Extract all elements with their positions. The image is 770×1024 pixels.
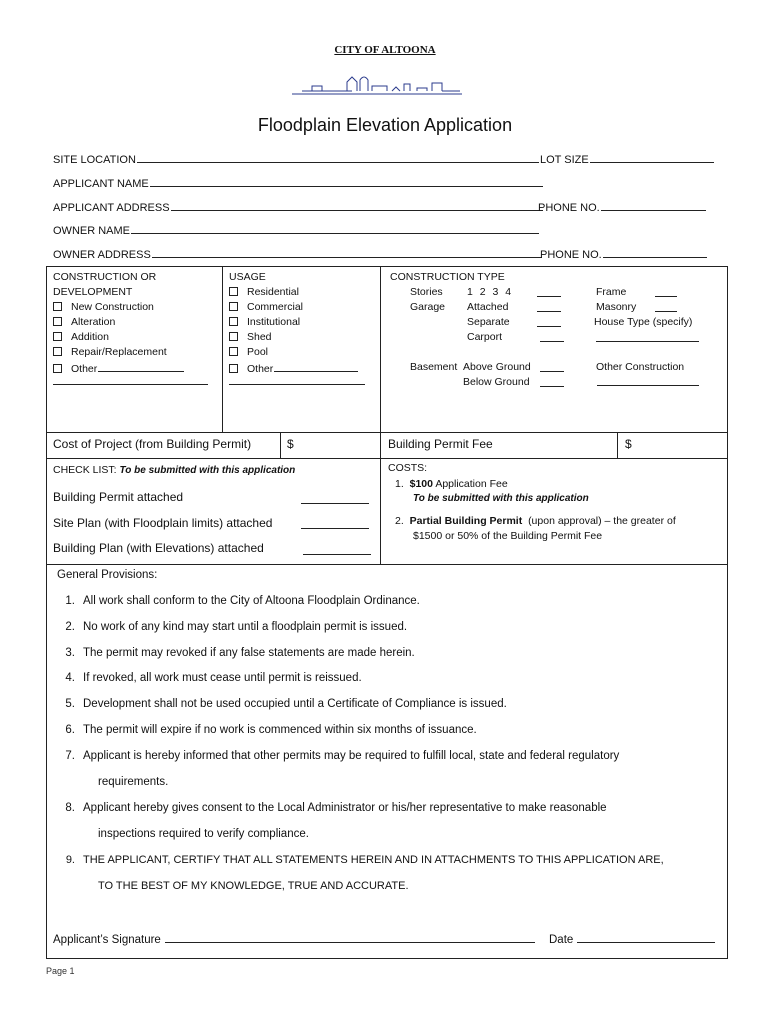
construction-type-heading: CONSTRUCTION TYPE (390, 271, 505, 283)
checklist-permit-blank[interactable] (301, 492, 369, 504)
city-skyline-logo (292, 72, 462, 98)
costs-item-1-note: To be submitted with this application (413, 493, 589, 504)
building-permit-fee-label: Building Permit Fee (388, 437, 493, 451)
cost-of-project-input[interactable]: $ (287, 437, 294, 451)
applicant-address-field[interactable] (53, 200, 543, 214)
other-usage-line[interactable] (229, 374, 365, 385)
checkbox-pool[interactable]: Pool (229, 346, 268, 358)
below-ground-label: Below Ground (463, 376, 530, 388)
applicant-name-label: APPLICANT NAME (53, 178, 149, 190)
checklist-item-permit: Building Permit attached (53, 490, 184, 504)
provision-item: 5. Development shall not be used occupied until a Certificate of Compliance is issued. (65, 698, 507, 710)
provision-item: 2. No work of any kind may start until a floodplain permit is issued. (65, 621, 408, 633)
other-construction-blank[interactable] (597, 375, 699, 386)
construction-heading-2: DEVELOPMENT (53, 286, 133, 298)
stories-label: Stories (410, 286, 443, 298)
applicant-phone-label: PHONE NO. (538, 202, 600, 214)
applicant-phone-field[interactable] (538, 200, 706, 214)
date-label: Date (549, 934, 574, 946)
provision-item: 1. All work shall conform to the City of Altoona Floodplain Ordinance. (65, 595, 420, 607)
signature-label: Applicant’s Signature (53, 934, 161, 946)
owner-phone-field[interactable] (540, 247, 707, 261)
checkbox-icon[interactable] (53, 302, 62, 311)
checkbox-icon[interactable] (53, 332, 62, 341)
above-ground-label: Above Ground (463, 361, 531, 373)
costs-item-2: 2. Partial Building Permit (upon approval) – the greater of (395, 515, 676, 527)
checklist-site-plan-blank[interactable] (301, 517, 369, 529)
signature-field[interactable] (53, 932, 535, 946)
owner-phone-label: PHONE NO. (540, 249, 602, 261)
provision-item: 7. Applicant is hereby informed that other permits may be required to fulfill local, state and federal regulatory (65, 750, 620, 762)
applicant-name-field[interactable] (53, 176, 543, 190)
checkbox-icon[interactable] (229, 347, 238, 356)
checkbox-icon[interactable] (229, 364, 238, 373)
page-number: Page 1 (46, 966, 75, 976)
provision-item-cont: inspections required to verify compliance. (98, 828, 309, 840)
usage-heading: USAGE (229, 271, 266, 283)
building-permit-fee-input[interactable]: $ (625, 437, 632, 451)
masonry-blank[interactable] (655, 301, 677, 312)
attached-blank[interactable] (537, 301, 561, 312)
house-type-blank[interactable] (596, 331, 699, 342)
lot-size-field[interactable] (540, 152, 714, 166)
checkbox-other-usage[interactable]: Other (229, 361, 358, 375)
provision-item: 6. The permit will expire if no work is commenced within six months of issuance. (65, 724, 477, 736)
costs-item-2-cont: $1500 or 50% of the Building Permit Fee (413, 530, 603, 542)
site-location-field[interactable] (53, 152, 539, 166)
stories-blank[interactable] (537, 286, 561, 297)
provision-item: 3. The permit may revoked if any false statements are made herein. (65, 647, 415, 659)
date-field[interactable] (549, 932, 715, 946)
checkbox-icon[interactable] (229, 332, 238, 341)
owner-address-label: OWNER ADDRESS (53, 249, 151, 261)
cost-of-project-label: Cost of Project (from Building Permit) (53, 437, 252, 451)
separate-blank[interactable] (537, 316, 561, 327)
checklist-building-plan-blank[interactable] (303, 543, 371, 555)
provision-item-cont: requirements. (98, 776, 169, 788)
checkbox-icon[interactable] (229, 302, 238, 311)
checkbox-residential[interactable]: Residential (229, 286, 299, 298)
owner-name-label: OWNER NAME (53, 225, 130, 237)
owner-name-field[interactable] (53, 223, 539, 237)
checkbox-new-construction[interactable]: New Construction (53, 301, 154, 313)
stories-options[interactable]: 1 2 3 4 (467, 286, 514, 298)
other-construction-label: Other Construction (596, 361, 685, 373)
lot-size-label: LOT SIZE (540, 154, 589, 166)
attached-label: Attached (467, 301, 509, 313)
construction-heading-1: CONSTRUCTION OR (53, 271, 157, 283)
provision-item: 8. Applicant hereby gives consent to the Local Administrator or his/her representative to make reasonable (65, 802, 607, 814)
basement-label: Basement (410, 361, 458, 373)
checklist-item-building-plan: Building Plan (with Elevations) attached (53, 541, 264, 555)
checkbox-icon[interactable] (53, 317, 62, 326)
checkbox-other-construction[interactable]: Other (53, 361, 184, 375)
carport-label: Carport (467, 331, 503, 343)
city-header: CITY OF ALTOONA (334, 44, 436, 56)
provision-item: 4. If revoked, all work must cease until permit is reissued. (65, 672, 362, 684)
checklist-item-site-plan: Site Plan (with Floodplain limits) attached (53, 516, 273, 530)
site-location-label: SITE LOCATION (53, 154, 136, 166)
checkbox-icon[interactable] (229, 287, 238, 296)
house-type-label: House Type (specify) (594, 316, 693, 328)
checkbox-alteration[interactable]: Alteration (53, 316, 115, 328)
frame-label: Frame (596, 286, 627, 298)
applicant-address-label: APPLICANT ADDRESS (53, 202, 170, 214)
checkbox-icon[interactable] (229, 317, 238, 326)
checkbox-addition[interactable]: Addition (53, 331, 109, 343)
provision-item: 9. THE APPLICANT, CERTIFY THAT ALL STATEMENTS HEREIN AND IN ATTACHMENTS TO THIS APPLICATION ARE, (65, 854, 664, 866)
checkbox-institutional[interactable]: Institutional (229, 316, 300, 328)
checkbox-icon[interactable] (53, 364, 62, 373)
below-ground-blank[interactable] (540, 376, 564, 387)
provision-item-cont: TO THE BEST OF MY KNOWLEDGE, TRUE AND ACCURATE. (98, 880, 409, 892)
garage-label: Garage (410, 301, 446, 313)
owner-address-field[interactable] (53, 247, 542, 261)
separate-label: Separate (467, 316, 510, 328)
checkbox-shed[interactable]: Shed (229, 331, 272, 343)
page-title: Floodplain Elevation Application (257, 115, 513, 135)
checkbox-icon[interactable] (53, 347, 62, 356)
frame-blank[interactable] (655, 286, 677, 297)
checkbox-commercial[interactable]: Commercial (229, 301, 303, 313)
carport-blank[interactable] (540, 331, 564, 342)
provisions-heading: General Provisions: (57, 569, 158, 581)
checklist-heading: CHECK LIST: To be submitted with this application (53, 464, 296, 476)
above-ground-blank[interactable] (540, 361, 564, 372)
costs-heading: COSTS: (388, 462, 428, 474)
masonry-label: Masonry (596, 301, 637, 313)
other-construction-line[interactable] (53, 374, 208, 385)
checkbox-repair[interactable]: Repair/Replacement (53, 346, 167, 358)
costs-item-1: 1. $100 Application Fee (395, 478, 508, 490)
